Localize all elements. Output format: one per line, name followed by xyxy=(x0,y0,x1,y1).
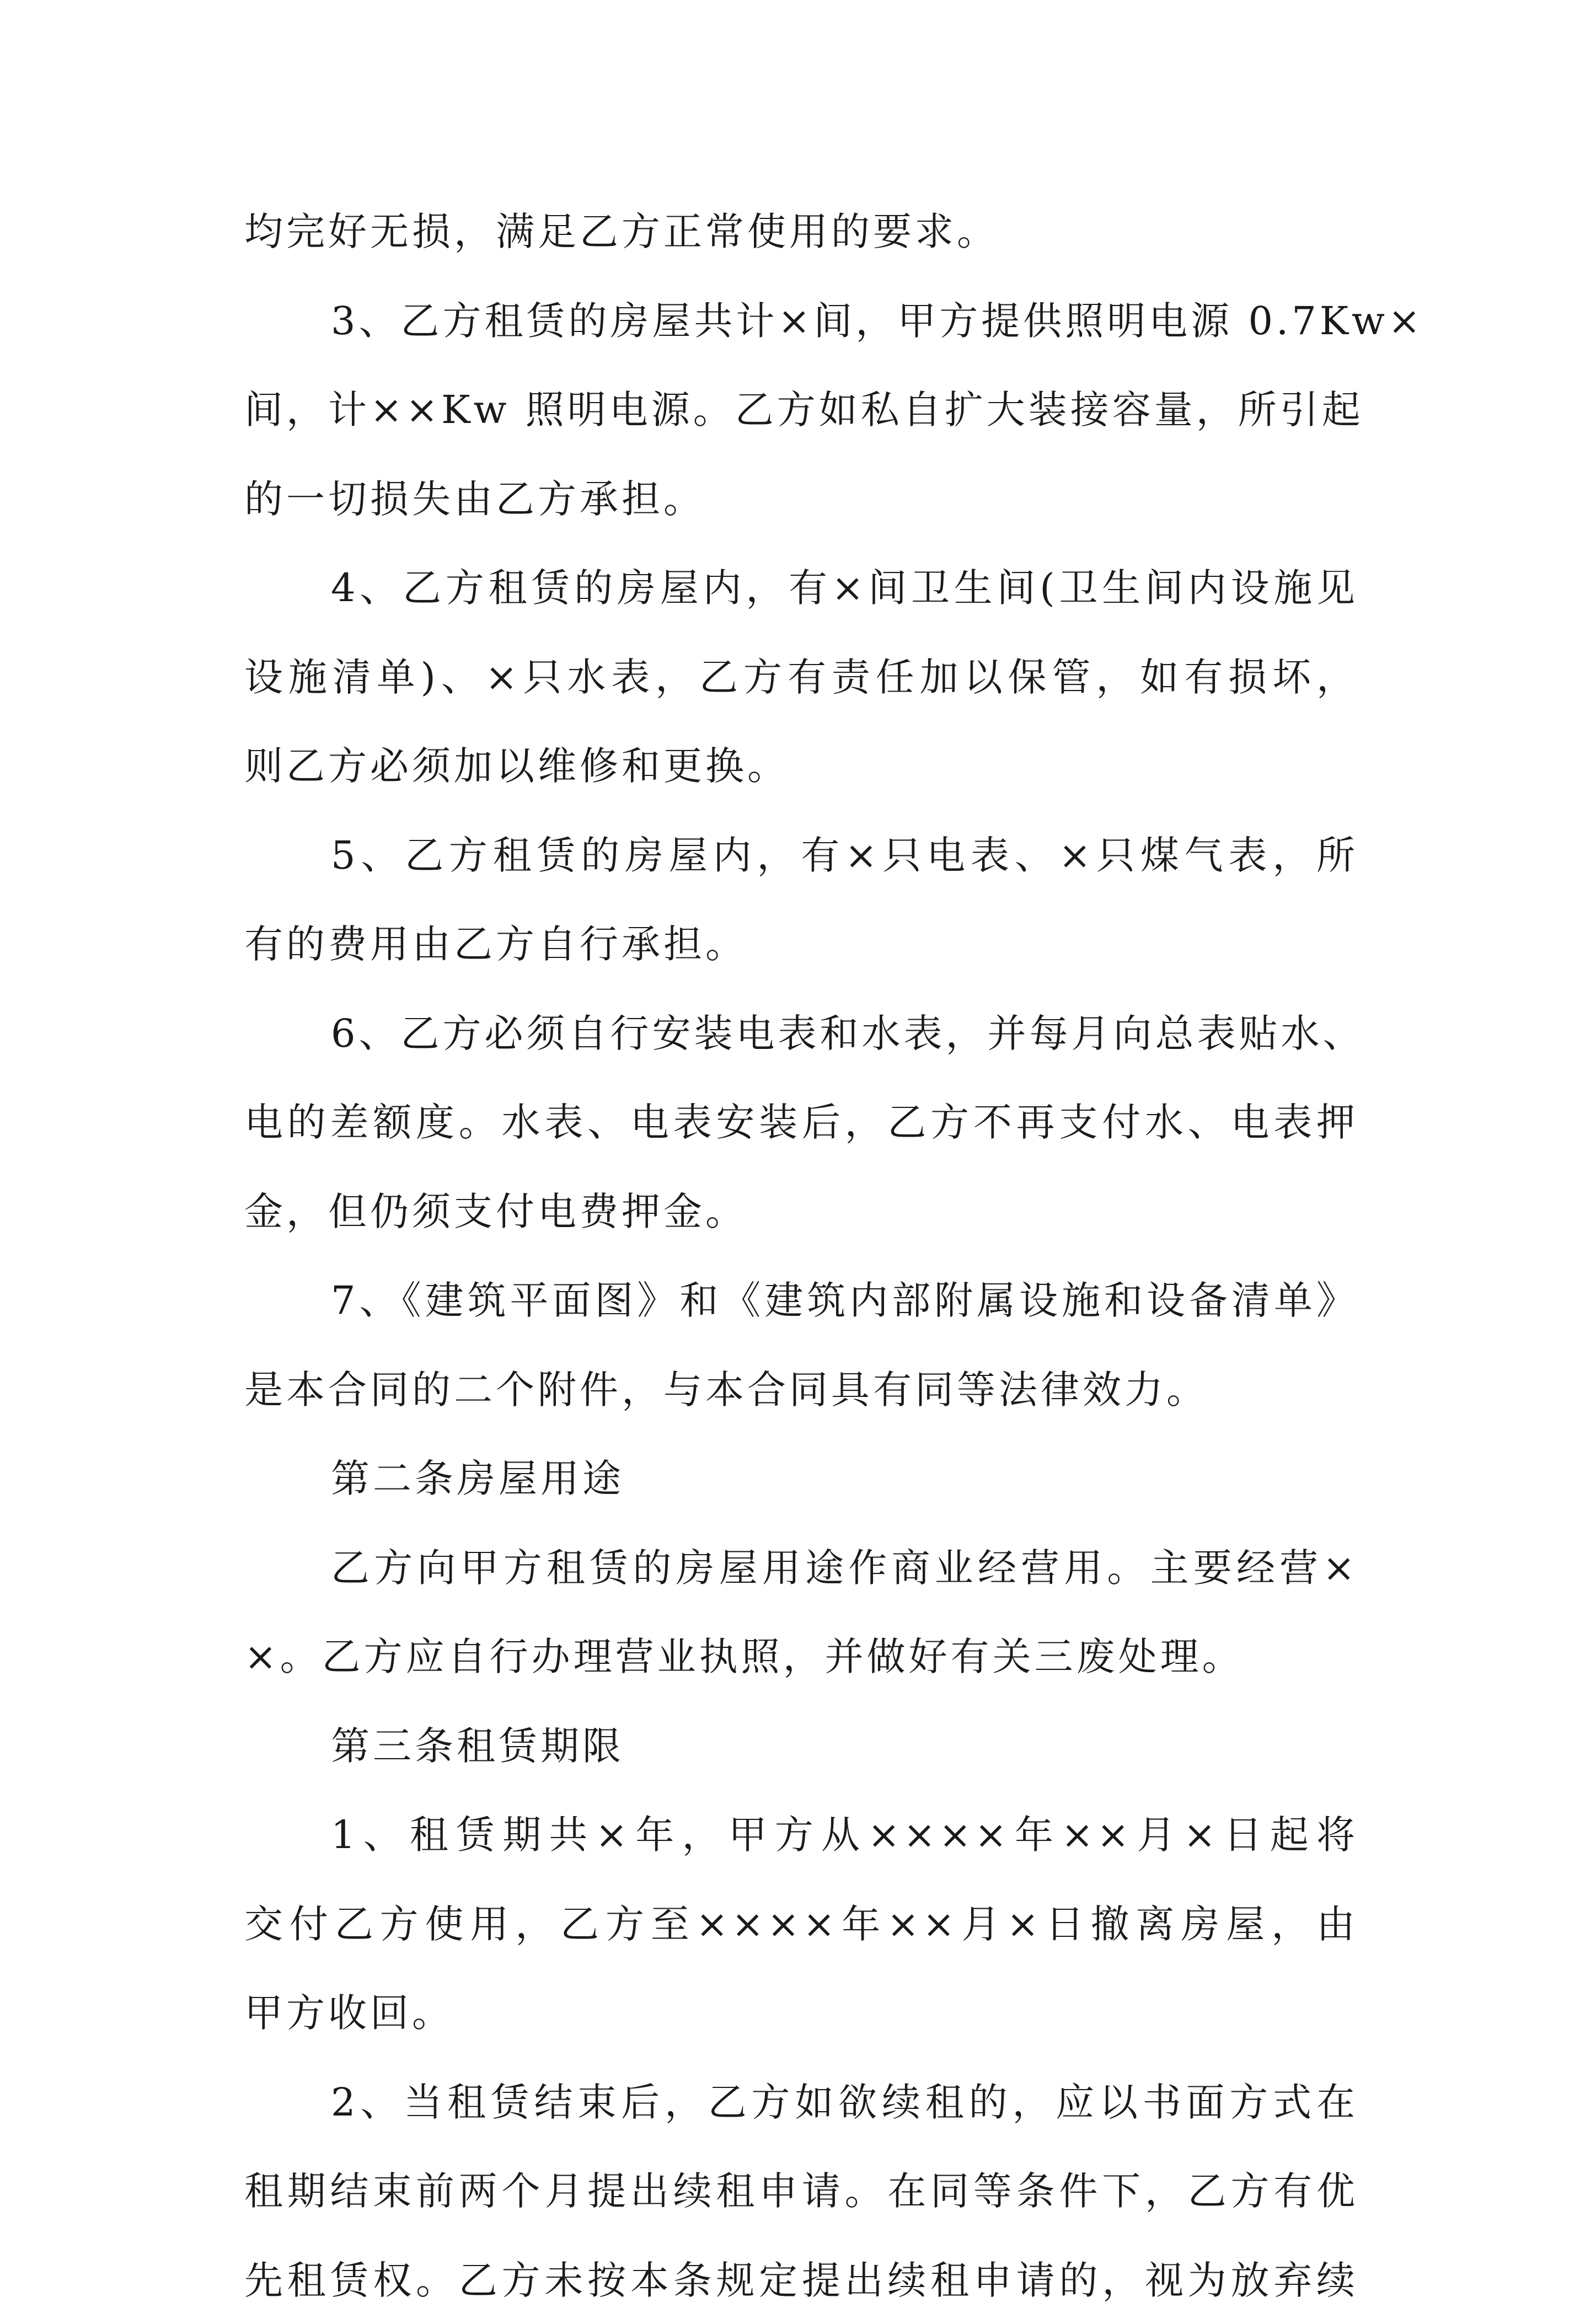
text-line: 则乙方必须加以维修和更换。 xyxy=(244,743,789,789)
text-line: 6、乙方必须自行安装电表和水表，并每月向总表贴水、 xyxy=(331,1011,1365,1056)
text-line: 5、乙方租赁的房屋内，有×只电表、×只煤气表，所 xyxy=(331,833,1358,878)
text-line: 的一切损失由乙方承担。 xyxy=(244,476,705,522)
text-line: 有的费用由乙方自行承担。 xyxy=(244,922,747,967)
text-line: 设施清单)、×只水表，乙方有责任加以保管，如有损坏， xyxy=(244,655,1358,700)
text-line: 先租赁权。乙方未按本条规定提出续租申请的，视为放弃续 xyxy=(244,2258,1358,2303)
text-line: ×。乙方应自行办理营业执照，并做好有关三废处理。 xyxy=(244,1634,1244,1679)
text-line: 是本合同的二个附件，与本合同具有同等法律效力。 xyxy=(244,1367,1208,1412)
text-line: 电的差额度。水表、电表安装后，乙方不再支付水、电表押 xyxy=(244,1100,1358,1145)
section-heading: 第三条租赁期限 xyxy=(331,1723,624,1769)
text-line: 1、租赁期共×年，甲方从××××年××月×日起将 xyxy=(331,1812,1358,1857)
text-line: 交付乙方使用，乙方至××××年××月×日撤离房屋，由 xyxy=(244,1902,1358,1947)
text-line: 3、乙方租赁的房屋共计×间，甲方提供照明电源 0.7Kw× xyxy=(331,298,1424,344)
text-line: 租期结束前两个月提出续租申请。在同等条件下，乙方有优 xyxy=(244,2168,1358,2214)
section-heading: 第二条房屋用途 xyxy=(331,1456,624,1501)
text-line: 均完好无损，满足乙方正常使用的要求。 xyxy=(244,209,999,254)
text-line: 金，但仍须支付电费押金。 xyxy=(244,1189,747,1234)
text-line: 间，计××Kw 照明电源。乙方如私自扩大装接容量，所引起 xyxy=(244,387,1364,432)
text-line: 7、《建筑平面图》和《建筑内部附属设施和设备清单》 xyxy=(331,1278,1358,1323)
text-line: 4、乙方租赁的房屋内，有×间卫生间(卫生间内设施见 xyxy=(331,565,1358,611)
text-line: 2、当租赁结束后，乙方如欲续租的，应以书面方式在 xyxy=(331,2080,1358,2125)
text-line: 甲方收回。 xyxy=(244,1990,454,2036)
text-line: 乙方向甲方租赁的房屋用途作商业经营用。主要经营× xyxy=(331,1545,1358,1591)
